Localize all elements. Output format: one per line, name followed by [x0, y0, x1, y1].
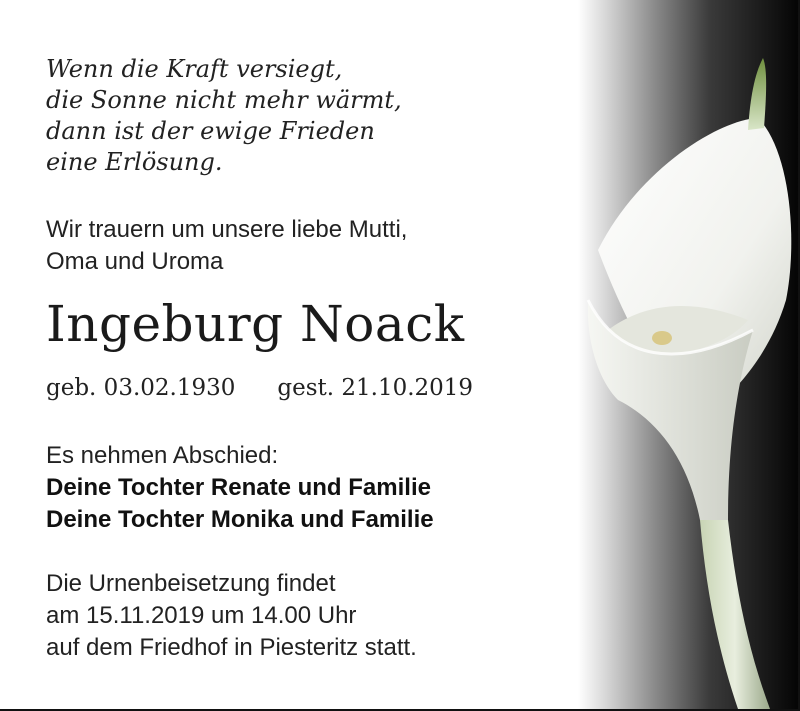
intro-line: Oma und Uroma [46, 248, 224, 275]
burial-line: am 15.11.2019 um 14.00 Uhr [46, 602, 357, 629]
burial-info [46, 568, 417, 664]
birth-date: geb. 03.02.1930 [46, 375, 236, 401]
calla-lily-icon [578, 0, 798, 709]
mourner-line: Deine Tochter Monika und Familie [46, 506, 434, 533]
mourning-intro [46, 214, 407, 278]
calla-lily-image [578, 0, 798, 709]
farewell-heading: Es nehmen Abschied: [46, 442, 279, 469]
poem [46, 54, 402, 178]
farewell-block [46, 440, 434, 536]
deceased-name: Ingeburg Noack [46, 295, 465, 353]
mourner-line: Deine Tochter Renate und Familie [46, 474, 431, 501]
poem-line: dann ist der ewige Frieden [46, 117, 375, 145]
burial-line: Die Urnenbeisetzung findet [46, 570, 336, 597]
poem-line: die Sonne nicht mehr wärmt, [46, 86, 402, 114]
poem-line: eine Erlösung. [46, 148, 223, 176]
death-date: gest. 21.10.2019 [277, 375, 474, 401]
life-dates [46, 372, 473, 404]
burial-line: auf dem Friedhof in Piesteritz statt. [46, 634, 417, 661]
intro-line: Wir trauern um unsere liebe Mutti, [46, 216, 408, 243]
poem-line: Wenn die Kraft versiegt, [46, 55, 343, 83]
